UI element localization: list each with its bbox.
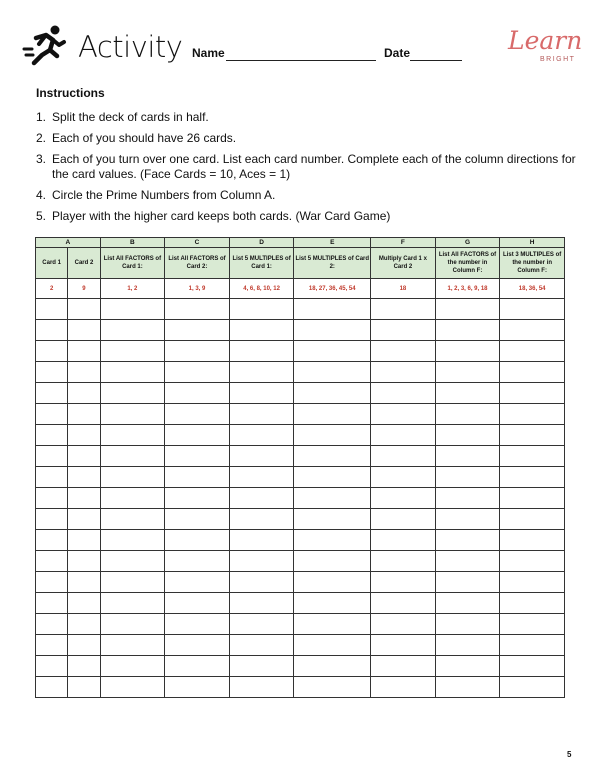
instruction-text: Each of you turn over one card. List each card number. Complete each of the column directions for the card values. (Face Cards = 10, Aces = 1)	[52, 152, 576, 181]
example-row	[36, 279, 565, 299]
answer-cell[interactable]	[435, 677, 500, 698]
answer-cell[interactable]	[165, 320, 230, 341]
answer-cell[interactable]	[294, 593, 371, 614]
answer-cell[interactable]	[36, 425, 68, 446]
answer-row	[36, 446, 565, 467]
answer-cell[interactable]	[68, 341, 100, 362]
answer-cell[interactable]	[500, 383, 565, 404]
answer-cell[interactable]	[68, 551, 100, 572]
answer-cell[interactable]	[36, 614, 68, 635]
answer-row	[36, 362, 565, 383]
page-number: 5	[567, 750, 572, 759]
answer-cell[interactable]	[100, 299, 165, 320]
column-letter: A	[36, 238, 101, 248]
answer-cell[interactable]	[294, 530, 371, 551]
answer-cell[interactable]	[68, 299, 100, 320]
example-cell: 1, 3, 9	[165, 279, 230, 299]
answer-cell[interactable]	[229, 530, 294, 551]
answer-cell[interactable]	[68, 635, 100, 656]
answer-row	[36, 320, 565, 341]
answer-cell[interactable]	[36, 593, 68, 614]
instruction-number: 3.	[36, 152, 47, 166]
column-letter: D	[229, 238, 294, 248]
answer-cell[interactable]	[500, 509, 565, 530]
answer-cell[interactable]	[68, 425, 100, 446]
answer-cell[interactable]	[371, 362, 436, 383]
answer-cell[interactable]	[165, 341, 230, 362]
answer-row	[36, 593, 565, 614]
answer-row	[36, 383, 565, 404]
answer-cell[interactable]	[36, 530, 68, 551]
answer-cell[interactable]	[229, 572, 294, 593]
answer-cell[interactable]	[229, 404, 294, 425]
column-header-row	[36, 248, 565, 279]
instruction-text: Split the deck of cards in half.	[52, 110, 209, 124]
answer-cell[interactable]	[229, 656, 294, 677]
answer-cell[interactable]	[100, 551, 165, 572]
answer-cell[interactable]	[165, 404, 230, 425]
name-label: Name	[192, 46, 225, 60]
answer-cell[interactable]	[371, 551, 436, 572]
example-cell: 2	[36, 279, 68, 299]
example-cell: 18, 27, 36, 45, 54	[294, 279, 371, 299]
answer-cell[interactable]	[500, 320, 565, 341]
answer-cell[interactable]	[68, 383, 100, 404]
answer-cell[interactable]	[36, 467, 68, 488]
answer-cell[interactable]	[500, 530, 565, 551]
answer-cell[interactable]	[68, 677, 100, 698]
answer-cell[interactable]	[36, 677, 68, 698]
answer-cell[interactable]	[500, 362, 565, 383]
answer-row	[36, 509, 565, 530]
instruction-item	[36, 209, 576, 224]
answer-cell[interactable]	[36, 404, 68, 425]
answer-cell[interactable]	[294, 488, 371, 509]
answer-cell[interactable]	[371, 530, 436, 551]
page-title: Activity	[78, 30, 183, 64]
answer-cell[interactable]	[68, 404, 100, 425]
instruction-number: 4.	[36, 188, 47, 202]
answer-cell[interactable]	[500, 404, 565, 425]
answer-cell[interactable]	[68, 656, 100, 677]
column-letter: E	[294, 238, 371, 248]
answer-cell[interactable]	[500, 488, 565, 509]
answer-cell[interactable]	[294, 299, 371, 320]
answer-cell[interactable]	[68, 446, 100, 467]
answer-cell[interactable]	[294, 572, 371, 593]
example-cell: 18, 36, 54	[500, 279, 565, 299]
answer-cell[interactable]	[435, 551, 500, 572]
answer-cell[interactable]	[68, 320, 100, 341]
instruction-text: Each of you should have 26 cards.	[52, 131, 237, 145]
date-field[interactable]	[410, 60, 462, 61]
answer-cell[interactable]	[500, 299, 565, 320]
answer-cell[interactable]	[68, 509, 100, 530]
instruction-item	[36, 152, 576, 182]
column-letter-row	[36, 238, 565, 248]
column-header: List 3 MULTIPLES of the number in Column F:	[500, 248, 565, 279]
answer-cell[interactable]	[165, 509, 230, 530]
answer-cell[interactable]	[36, 572, 68, 593]
answer-cell[interactable]	[229, 383, 294, 404]
column-letter: F	[371, 238, 436, 248]
answer-cell[interactable]	[371, 320, 436, 341]
answer-cell[interactable]	[36, 446, 68, 467]
answer-cell[interactable]	[371, 467, 436, 488]
answer-cell[interactable]	[435, 299, 500, 320]
column-letter: B	[100, 238, 165, 248]
answer-cell[interactable]	[100, 446, 165, 467]
answer-row	[36, 656, 565, 677]
answer-cell[interactable]	[165, 572, 230, 593]
answer-cell[interactable]	[68, 362, 100, 383]
answer-cell[interactable]	[36, 656, 68, 677]
answer-row	[36, 425, 565, 446]
date-label: Date	[384, 46, 411, 60]
answer-cell[interactable]	[100, 572, 165, 593]
answer-cell[interactable]	[371, 635, 436, 656]
answer-cell[interactable]	[500, 446, 565, 467]
answer-cell[interactable]	[435, 320, 500, 341]
answer-row	[36, 614, 565, 635]
answer-cell[interactable]	[294, 404, 371, 425]
example-cell: 18	[371, 279, 436, 299]
answer-cell[interactable]	[294, 320, 371, 341]
instruction-text: Circle the Prime Numbers from Column A.	[52, 188, 276, 202]
answer-cell[interactable]	[229, 467, 294, 488]
answer-cell[interactable]	[435, 614, 500, 635]
answer-cell[interactable]	[294, 362, 371, 383]
answer-cell[interactable]	[371, 299, 436, 320]
answer-cell[interactable]	[165, 530, 230, 551]
column-letter: G	[435, 238, 500, 248]
answer-cell[interactable]	[36, 341, 68, 362]
answer-cell[interactable]	[294, 551, 371, 572]
answer-cell[interactable]	[229, 635, 294, 656]
answer-cell[interactable]	[100, 635, 165, 656]
learn-bright-logo	[508, 26, 584, 70]
answer-cell[interactable]	[294, 425, 371, 446]
answer-cell[interactable]	[229, 362, 294, 383]
answer-cell[interactable]	[68, 572, 100, 593]
answer-cell[interactable]	[229, 593, 294, 614]
answer-cell[interactable]	[165, 446, 230, 467]
answer-cell[interactable]	[229, 341, 294, 362]
answer-row	[36, 572, 565, 593]
answer-cell[interactable]	[165, 425, 230, 446]
answer-cell[interactable]	[165, 383, 230, 404]
answer-cell[interactable]	[371, 383, 436, 404]
answer-cell[interactable]	[229, 320, 294, 341]
instruction-item	[36, 188, 576, 203]
answer-cell[interactable]	[371, 656, 436, 677]
answer-cell[interactable]	[371, 677, 436, 698]
answer-cell[interactable]	[229, 551, 294, 572]
answer-cell[interactable]	[68, 467, 100, 488]
answer-cell[interactable]	[100, 593, 165, 614]
answer-cell[interactable]	[229, 614, 294, 635]
answer-row	[36, 677, 565, 698]
answer-cell[interactable]	[100, 320, 165, 341]
instruction-number: 5.	[36, 209, 47, 223]
column-header: List All FACTORS of Card 1:	[100, 248, 165, 279]
column-header: Multiply Card 1 x Card 2	[371, 248, 436, 279]
answer-cell[interactable]	[435, 341, 500, 362]
example-cell: 4, 6, 8, 10, 12	[229, 279, 294, 299]
answer-cell[interactable]	[68, 488, 100, 509]
instruction-number: 2.	[36, 131, 47, 145]
logo-word: Learn	[508, 26, 583, 55]
column-letter: C	[165, 238, 230, 248]
answer-cell[interactable]	[229, 488, 294, 509]
answer-cell[interactable]	[165, 614, 230, 635]
answer-cell[interactable]	[294, 656, 371, 677]
answer-cell[interactable]	[68, 530, 100, 551]
answer-cell[interactable]	[294, 467, 371, 488]
answer-cell[interactable]	[371, 404, 436, 425]
answer-cell[interactable]	[100, 425, 165, 446]
name-field[interactable]	[226, 60, 376, 61]
answer-cell[interactable]	[165, 488, 230, 509]
column-header: Card 1	[36, 248, 68, 279]
answer-cell[interactable]	[100, 362, 165, 383]
answer-cell[interactable]	[36, 551, 68, 572]
answer-row	[36, 551, 565, 572]
answer-row	[36, 488, 565, 509]
instruction-number: 1.	[36, 110, 47, 124]
answer-cell[interactable]	[371, 446, 436, 467]
answer-cell[interactable]	[435, 530, 500, 551]
instruction-item	[36, 131, 576, 146]
answer-cell[interactable]	[500, 656, 565, 677]
instructions-title: Instructions	[36, 86, 105, 100]
answer-cell[interactable]	[100, 656, 165, 677]
page-header	[0, 0, 600, 80]
answer-cell[interactable]	[371, 488, 436, 509]
answer-cell[interactable]	[371, 425, 436, 446]
answer-cell[interactable]	[100, 530, 165, 551]
answer-cell[interactable]	[36, 362, 68, 383]
answer-row	[36, 530, 565, 551]
column-header: List 5 MULTIPLES of Card 2:	[294, 248, 371, 279]
column-letter: H	[500, 238, 565, 248]
answer-cell[interactable]	[36, 635, 68, 656]
worksheet-table	[35, 237, 565, 698]
answer-cell[interactable]	[500, 341, 565, 362]
answer-cell[interactable]	[68, 614, 100, 635]
answer-cell[interactable]	[500, 425, 565, 446]
answer-cell[interactable]	[371, 593, 436, 614]
answer-cell[interactable]	[100, 467, 165, 488]
answer-cell[interactable]	[435, 656, 500, 677]
answer-cell[interactable]	[371, 614, 436, 635]
answer-cell[interactable]	[435, 446, 500, 467]
answer-row	[36, 404, 565, 425]
answer-cell[interactable]	[165, 656, 230, 677]
answer-cell[interactable]	[435, 383, 500, 404]
logo-sub: BRIGHT	[540, 56, 576, 63]
answer-cell[interactable]	[435, 467, 500, 488]
instruction-item	[36, 110, 576, 125]
answer-cell[interactable]	[165, 677, 230, 698]
answer-cell[interactable]	[500, 614, 565, 635]
answer-cell[interactable]	[100, 614, 165, 635]
answer-cell[interactable]	[100, 383, 165, 404]
answer-cell[interactable]	[294, 446, 371, 467]
answer-cell[interactable]	[435, 488, 500, 509]
answer-cell[interactable]	[100, 341, 165, 362]
answer-cell[interactable]	[435, 404, 500, 425]
answer-cell[interactable]	[294, 614, 371, 635]
column-header: List All FACTORS of the number in Column F:	[435, 248, 500, 279]
answer-cell[interactable]	[294, 383, 371, 404]
answer-cell[interactable]	[165, 593, 230, 614]
answer-cell[interactable]	[100, 488, 165, 509]
answer-cell[interactable]	[229, 509, 294, 530]
example-cell: 9	[68, 279, 100, 299]
answer-cell[interactable]	[435, 425, 500, 446]
answer-cell[interactable]	[371, 341, 436, 362]
answer-cell[interactable]	[36, 320, 68, 341]
answer-cell[interactable]	[371, 572, 436, 593]
answer-cell[interactable]	[294, 341, 371, 362]
answer-cell[interactable]	[435, 509, 500, 530]
answer-row	[36, 299, 565, 320]
answer-cell[interactable]	[435, 572, 500, 593]
column-header: List All FACTORS of Card 2:	[165, 248, 230, 279]
answer-cell[interactable]	[165, 635, 230, 656]
answer-cell[interactable]	[435, 635, 500, 656]
answer-cell[interactable]	[229, 677, 294, 698]
instructions-list	[36, 110, 576, 230]
answer-cell[interactable]	[165, 362, 230, 383]
instruction-text: Player with the higher card keeps both cards. (War Card Game)	[52, 209, 391, 223]
answer-cell[interactable]	[500, 635, 565, 656]
answer-cell[interactable]	[165, 299, 230, 320]
answer-cell[interactable]	[294, 509, 371, 530]
answer-cell[interactable]	[229, 299, 294, 320]
answer-cell[interactable]	[500, 677, 565, 698]
answer-cell[interactable]	[500, 467, 565, 488]
answer-cell[interactable]	[36, 509, 68, 530]
answer-cell[interactable]	[68, 593, 100, 614]
answer-cell[interactable]	[294, 635, 371, 656]
answer-cell[interactable]	[100, 677, 165, 698]
example-cell: 1, 2	[100, 279, 165, 299]
answer-cell[interactable]	[36, 488, 68, 509]
answer-row	[36, 635, 565, 656]
answer-cell[interactable]	[500, 551, 565, 572]
answer-cell[interactable]	[294, 677, 371, 698]
answer-cell[interactable]	[435, 593, 500, 614]
answer-cell[interactable]	[229, 425, 294, 446]
answer-cell[interactable]	[100, 509, 165, 530]
column-header: List 5 MULTIPLES of Card 1:	[229, 248, 294, 279]
column-header: Card 2	[68, 248, 100, 279]
answer-cell[interactable]	[165, 551, 230, 572]
answer-row	[36, 341, 565, 362]
example-cell: 1, 2, 3, 6, 9, 18	[435, 279, 500, 299]
answer-cell[interactable]	[500, 593, 565, 614]
answer-cell[interactable]	[371, 509, 436, 530]
answer-cell[interactable]	[36, 299, 68, 320]
running-person-icon	[22, 22, 68, 68]
answer-cell[interactable]	[165, 467, 230, 488]
answer-cell[interactable]	[229, 446, 294, 467]
answer-cell[interactable]	[36, 383, 68, 404]
answer-cell[interactable]	[435, 362, 500, 383]
answer-cell[interactable]	[100, 404, 165, 425]
answer-row	[36, 467, 565, 488]
answer-cell[interactable]	[500, 572, 565, 593]
